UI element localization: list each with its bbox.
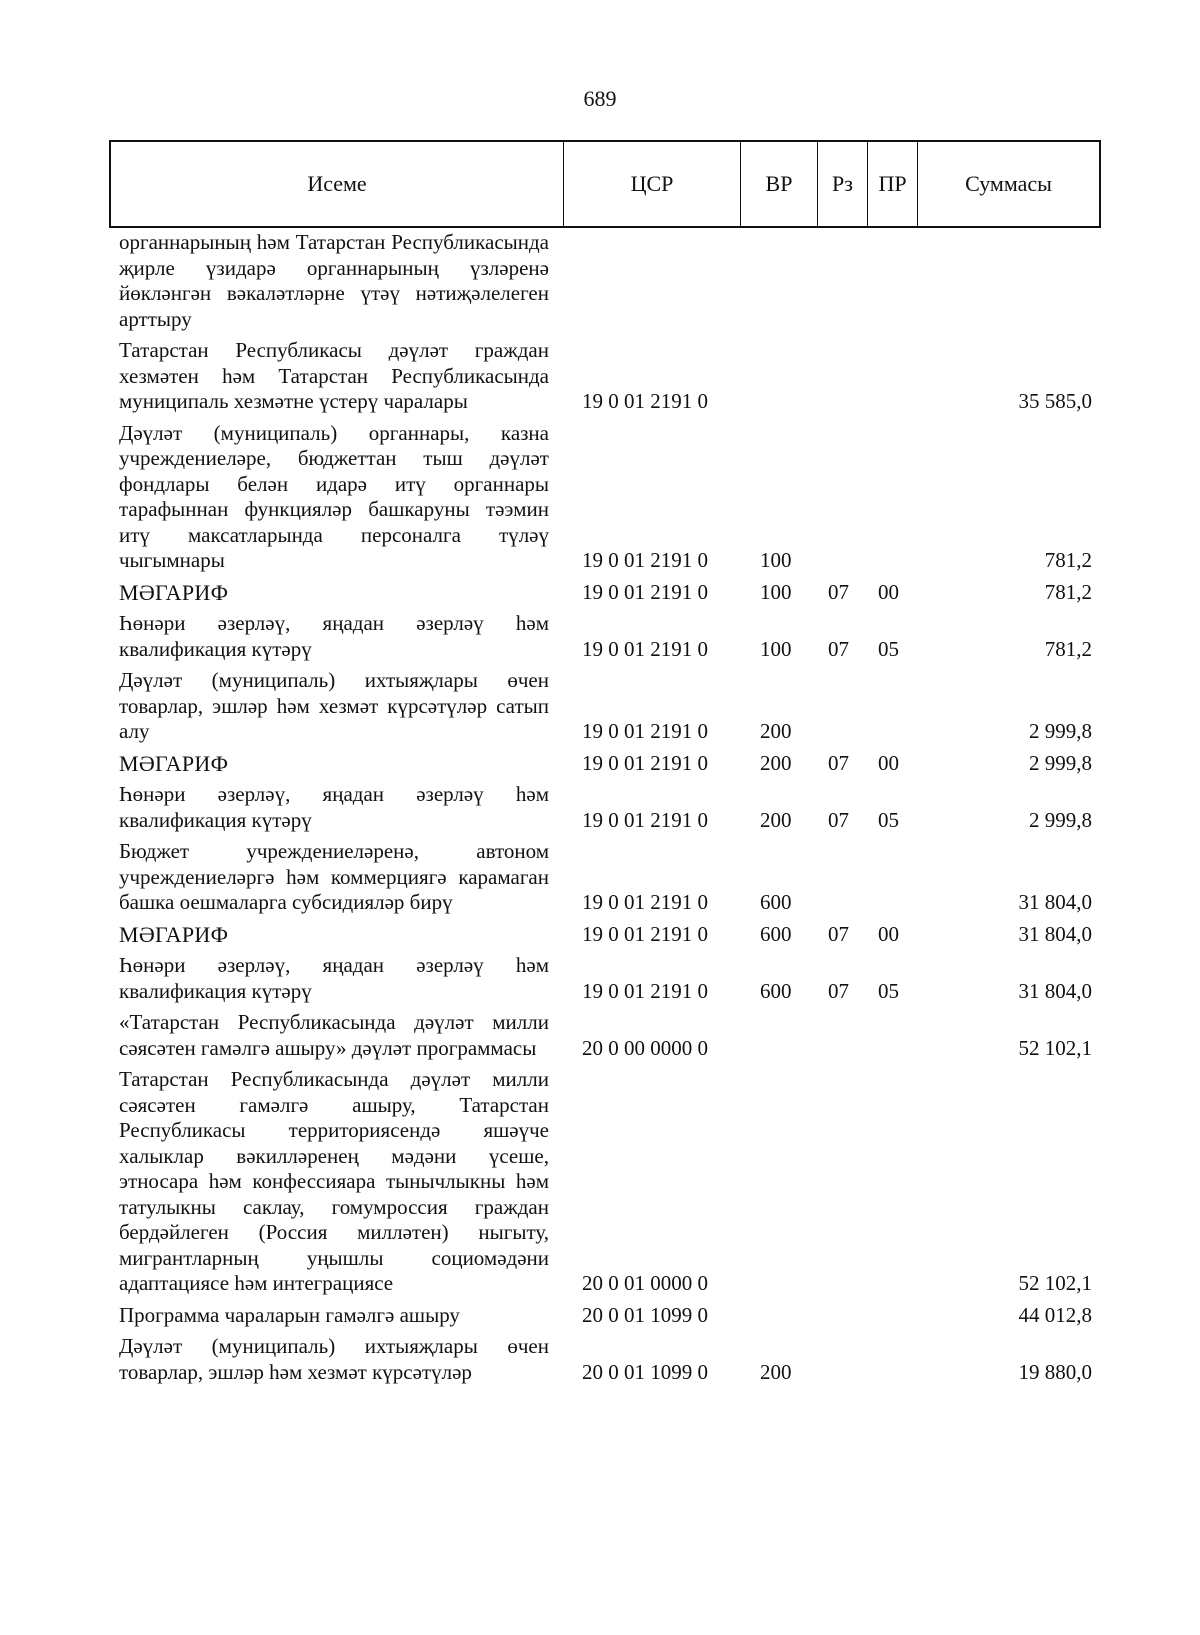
table-row: [0, 1067, 1200, 1303]
row-vr: 200: [760, 750, 792, 775]
row-sum: 31 804,0: [1018, 978, 1092, 1003]
table-row: [0, 1334, 1200, 1391]
row-sum: 781,2: [1044, 548, 1092, 572]
header-rz: Рз: [817, 142, 867, 226]
row-sum: 35 585,0: [1018, 389, 1092, 413]
row-csr: 19 0 01 2191 0: [582, 548, 708, 572]
row-vr: 100: [760, 548, 792, 572]
row-csr: 20 0 01 1099 0: [582, 1359, 708, 1384]
row-pr: 00: [878, 750, 899, 775]
header-csr: ЦСР: [563, 142, 740, 226]
row-rz: 07: [828, 636, 849, 661]
row-name: Татарстан Республикасында дәүләт милли сәясәтен гамәлгә ашыру, Татарстан Республикасы территориясендә яшәүче халыклар вәкилләренең мәдәни үсеше, этносара һәм конфессияара тынычлыкны һәм татулыкны саклау, гомумроссия граждан бердәйлеген (Россия милләтен) ныгыту, мигрантларның уңышлы социомәдәни адаптациясе һәм интеграциясе: [119, 1067, 549, 1295]
header-pr: ПР: [867, 142, 917, 226]
row-sum: 31 804,0: [1018, 921, 1092, 946]
header-name: Исеме: [307, 171, 367, 196]
row-name: «Татарстан Республикасында дәүләт милли сәясәтен гамәлгә ашыру» дәүләт программасы: [119, 1010, 549, 1060]
row-pr: 00: [878, 921, 899, 946]
row-sum: 52 102,1: [1018, 1035, 1092, 1060]
row-rz: 07: [828, 750, 849, 775]
row-pr: 05: [878, 978, 899, 1003]
row-name: Дәүләт (муниципаль) ихтыяҗлары өчен товарлар, эшләр һәм хезмәт күрсәтүләр сатып алу: [119, 668, 549, 743]
table-row: [0, 230, 1200, 338]
row-vr: 600: [760, 921, 792, 946]
row-name: МӘГАРИФ: [119, 921, 229, 947]
row-csr: 19 0 01 2191 0: [582, 807, 708, 832]
table-row: [0, 668, 1200, 751]
row-sum: 52 102,1: [1018, 1271, 1092, 1295]
row-csr: 19 0 01 2191 0: [582, 389, 708, 413]
header-vr: ВР: [740, 142, 817, 226]
table-row: [0, 611, 1200, 668]
table-row: [0, 782, 1200, 839]
table-row: [0, 580, 1200, 612]
row-rz: 07: [828, 978, 849, 1003]
header-sum: Суммасы: [917, 142, 1099, 226]
page-number: 689: [583, 86, 617, 111]
row-pr: 05: [878, 636, 899, 661]
table-row: [0, 1010, 1200, 1067]
row-sum: 2 999,8: [1029, 750, 1092, 775]
row-vr: 200: [760, 807, 792, 832]
row-sum: 31 804,0: [1018, 890, 1092, 914]
row-sum: 2 999,8: [1029, 807, 1092, 832]
row-csr: 19 0 01 2191 0: [582, 921, 708, 946]
row-name: Һөнәри әзерләү, яңадан әзерләү һәм квалификация күтәрү: [119, 953, 549, 1003]
row-sum: 781,2: [1044, 579, 1092, 604]
row-sum: 2 999,8: [1029, 719, 1092, 743]
row-vr: 200: [760, 1359, 792, 1384]
table-header: [109, 140, 1101, 228]
row-pr: 00: [878, 579, 899, 604]
row-csr: 20 0 00 0000 0: [582, 1035, 708, 1060]
row-vr: 600: [760, 890, 792, 914]
table-row: [0, 751, 1200, 783]
row-name: Һөнәри әзерләү, яңадан әзерләү һәм квалификация күтәрү: [119, 782, 549, 832]
table-row: [0, 421, 1200, 580]
row-csr: 19 0 01 2191 0: [582, 719, 708, 743]
row-vr: 100: [760, 636, 792, 661]
row-sum: 19 880,0: [1018, 1359, 1092, 1384]
table-row: [0, 839, 1200, 922]
table-row: [0, 1303, 1200, 1335]
row-name: Татарстан Республикасы дәүләт граждан хезмәтен һәм Татарстан Республикасында муниципаль хезмәтне үстерү чаралары: [119, 338, 549, 413]
row-csr: 19 0 01 2191 0: [582, 750, 708, 775]
table-row: [0, 922, 1200, 954]
row-name: МӘГАРИФ: [119, 579, 229, 605]
row-csr: 19 0 01 2191 0: [582, 890, 708, 914]
row-name: Дәүләт (муниципаль) ихтыяҗлары өчен товарлар, эшләр һәм хезмәт күрсәтүләр: [119, 1334, 549, 1384]
row-vr: 200: [760, 719, 792, 743]
row-rz: 07: [828, 579, 849, 604]
row-pr: 05: [878, 807, 899, 832]
table-row: [0, 953, 1200, 1010]
row-name: Бюджет учреждениеләренә, автоном учреждениеләргә һәм коммерциягә карамаган башка оешмаларга субсидияләр бирү: [119, 839, 549, 914]
row-rz: 07: [828, 921, 849, 946]
table-body: [0, 230, 1200, 1391]
row-name: Дәүләт (муниципаль) органнары, казна учреждениеләре, бюджеттан тыш дәүләт фондлары белән идарә итү органнары тарафыннан функцияләр башкаруны тәэмин итү максатларында персоналга түләү чыгымнары: [119, 420, 549, 572]
row-csr: 20 0 01 0000 0: [582, 1271, 708, 1295]
row-csr: 19 0 01 2191 0: [582, 978, 708, 1003]
table-row: [0, 338, 1200, 421]
row-vr: 100: [760, 579, 792, 604]
row-csr: 19 0 01 2191 0: [582, 636, 708, 661]
row-csr: 19 0 01 2191 0: [582, 579, 708, 604]
row-sum: 781,2: [1044, 636, 1092, 661]
row-name: органнарының һәм Татарстан Республикасында җирле үзидарә органнарының үзләренә йөкләнгән вәкаләтләрне үтәү нәтиҗәлелеген арттыру: [119, 230, 549, 331]
row-rz: 07: [828, 807, 849, 832]
row-name: МӘГАРИФ: [119, 750, 229, 776]
row-name: Һөнәри әзерләү, яңадан әзерләү һәм квалификация күтәрү: [119, 611, 549, 661]
row-sum: 44 012,8: [1018, 1302, 1092, 1327]
row-csr: 20 0 01 1099 0: [582, 1302, 708, 1327]
row-name: Программа чараларын гамәлгә ашыру: [119, 1302, 460, 1327]
row-vr: 600: [760, 978, 792, 1003]
